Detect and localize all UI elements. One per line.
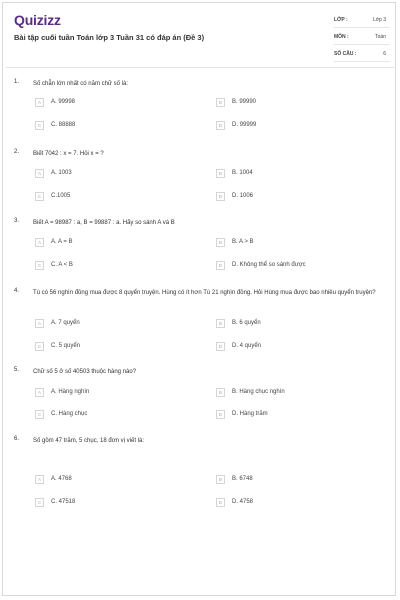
option-text: A. Hàng nghìn bbox=[51, 389, 90, 395]
option-letter-box[interactable]: A bbox=[35, 169, 44, 178]
option-letter-box[interactable]: C bbox=[35, 410, 44, 419]
option-letter-box[interactable]: A bbox=[35, 475, 44, 484]
option-text: B. 99990 bbox=[232, 99, 257, 105]
option-d[interactable] bbox=[216, 261, 366, 271]
meta-row-class bbox=[334, 14, 390, 28]
option-b[interactable] bbox=[216, 475, 366, 485]
question-text: Chữ số 5 ở số 40503 thuộc hàng nào? bbox=[33, 369, 137, 375]
question-text: Biết 7042 : x = 7. Hỏi x = ? bbox=[33, 151, 104, 157]
option-d[interactable] bbox=[216, 498, 366, 508]
quizizz-logo: Quizizz bbox=[14, 12, 61, 28]
meta-label: SỐ CÂU : bbox=[334, 51, 357, 57]
option-c[interactable] bbox=[35, 121, 185, 131]
option-letter-box[interactable]: C bbox=[35, 192, 44, 201]
option-text: B. 6748 bbox=[232, 476, 253, 482]
option-letter-box[interactable]: D bbox=[216, 498, 225, 507]
option-letter-box[interactable]: B bbox=[216, 475, 225, 484]
option-text: D. Hàng trăm bbox=[232, 411, 268, 417]
option-text: D. Không thể so sánh được bbox=[232, 262, 306, 268]
worksheet-title: Bài tập cuối tuần Toán lớp 3 Tuần 31 có đáp án (Đề 3) bbox=[14, 33, 205, 42]
option-text: D. 4758 bbox=[232, 499, 254, 505]
option-text: A. 7 quyển bbox=[51, 320, 80, 326]
option-c[interactable] bbox=[35, 342, 185, 352]
option-letter-box[interactable]: D bbox=[216, 261, 225, 270]
option-text: A. 1003 bbox=[51, 170, 72, 176]
option-letter-box[interactable]: D bbox=[216, 342, 225, 351]
option-a[interactable] bbox=[35, 238, 185, 248]
option-a[interactable] bbox=[35, 388, 185, 398]
option-d[interactable] bbox=[216, 192, 366, 202]
option-c[interactable] bbox=[35, 498, 185, 508]
meta-row-subject bbox=[334, 31, 390, 45]
option-letter-box[interactable]: A bbox=[35, 98, 44, 107]
option-letter-box[interactable]: C bbox=[35, 121, 44, 130]
option-b[interactable] bbox=[216, 169, 366, 179]
option-letter-box[interactable]: C bbox=[35, 261, 44, 270]
option-text: B. 1004 bbox=[232, 170, 253, 176]
option-text: B. Hàng chục nghìn bbox=[232, 389, 285, 395]
option-text: C. Hàng chục bbox=[51, 411, 88, 417]
option-c[interactable] bbox=[35, 192, 185, 202]
option-a[interactable] bbox=[35, 475, 185, 485]
option-text: A. 4768 bbox=[51, 476, 72, 482]
meta-value: 6 bbox=[383, 51, 386, 57]
option-letter-box[interactable]: B bbox=[216, 98, 225, 107]
option-c[interactable] bbox=[35, 410, 185, 420]
option-a[interactable] bbox=[35, 169, 185, 179]
question-number: 2. bbox=[14, 149, 20, 155]
option-b[interactable] bbox=[216, 319, 366, 329]
option-text: C. 88888 bbox=[51, 122, 76, 128]
option-letter-box[interactable]: D bbox=[216, 192, 225, 201]
question-text: Biết A = 98987 : a, B = 99887 : a. Hãy so sánh A và B bbox=[33, 220, 175, 226]
option-a[interactable] bbox=[35, 319, 185, 329]
option-text: C.1005 bbox=[51, 193, 71, 199]
question-number: 3. bbox=[14, 218, 20, 224]
option-text: B. A > B bbox=[232, 239, 254, 245]
option-letter-box[interactable]: D bbox=[216, 121, 225, 130]
option-d[interactable] bbox=[216, 410, 366, 420]
option-letter-box[interactable]: B bbox=[216, 169, 225, 178]
option-c[interactable] bbox=[35, 261, 185, 271]
option-text: D. 99999 bbox=[232, 122, 257, 128]
worksheet-meta bbox=[334, 14, 390, 65]
option-letter-box[interactable]: A bbox=[35, 238, 44, 247]
option-text: D. 1006 bbox=[232, 193, 254, 199]
option-text: A. 99998 bbox=[51, 99, 76, 105]
question-text: Số chẵn lớn nhất có năm chữ số là: bbox=[33, 81, 129, 87]
worksheet-header bbox=[0, 0, 400, 66]
option-b[interactable] bbox=[216, 238, 366, 248]
question-text: Tú có 56 nghìn đồng mua được 8 quyển truyện. Hùng có ít hơn Tú 21 nghìn đồng. Hỏi Hùng mua được bao nhiêu quyển truyện? bbox=[33, 290, 376, 296]
question-number: 4. bbox=[14, 288, 20, 294]
option-letter-box[interactable]: A bbox=[35, 388, 44, 397]
meta-label: LỚP : bbox=[334, 17, 348, 23]
question-text: Số gồm 47 trăm, 5 chục, 18 đơn vị viết là: bbox=[33, 438, 144, 444]
option-text: C. A < B bbox=[51, 262, 73, 268]
meta-label: MÔN : bbox=[334, 34, 349, 40]
question-number: 5. bbox=[14, 367, 20, 373]
option-letter-box[interactable]: B bbox=[216, 238, 225, 247]
option-letter-box[interactable]: D bbox=[216, 410, 225, 419]
option-letter-box[interactable]: C bbox=[35, 342, 44, 351]
option-letter-box[interactable]: B bbox=[216, 388, 225, 397]
option-letter-box[interactable]: C bbox=[35, 498, 44, 507]
option-d[interactable] bbox=[216, 121, 366, 131]
meta-value: Lớp 3 bbox=[372, 17, 386, 23]
option-text: D. 4 quyển bbox=[232, 343, 262, 349]
option-text: C. 5 quyển bbox=[51, 343, 81, 349]
option-text: A. A = B bbox=[51, 239, 73, 245]
option-text: C. 47518 bbox=[51, 499, 76, 505]
meta-value: Toán bbox=[375, 34, 386, 40]
header-divider bbox=[6, 67, 394, 68]
option-letter-box[interactable]: B bbox=[216, 319, 225, 328]
meta-row-count bbox=[334, 48, 390, 62]
question-number: 6. bbox=[14, 436, 20, 442]
option-letter-box[interactable]: A bbox=[35, 319, 44, 328]
question-number: 1. bbox=[14, 79, 20, 85]
option-d[interactable] bbox=[216, 342, 366, 352]
option-text: B. 6 quyển bbox=[232, 320, 261, 326]
option-b[interactable] bbox=[216, 98, 366, 108]
option-a[interactable] bbox=[35, 98, 185, 108]
option-b[interactable] bbox=[216, 388, 366, 398]
